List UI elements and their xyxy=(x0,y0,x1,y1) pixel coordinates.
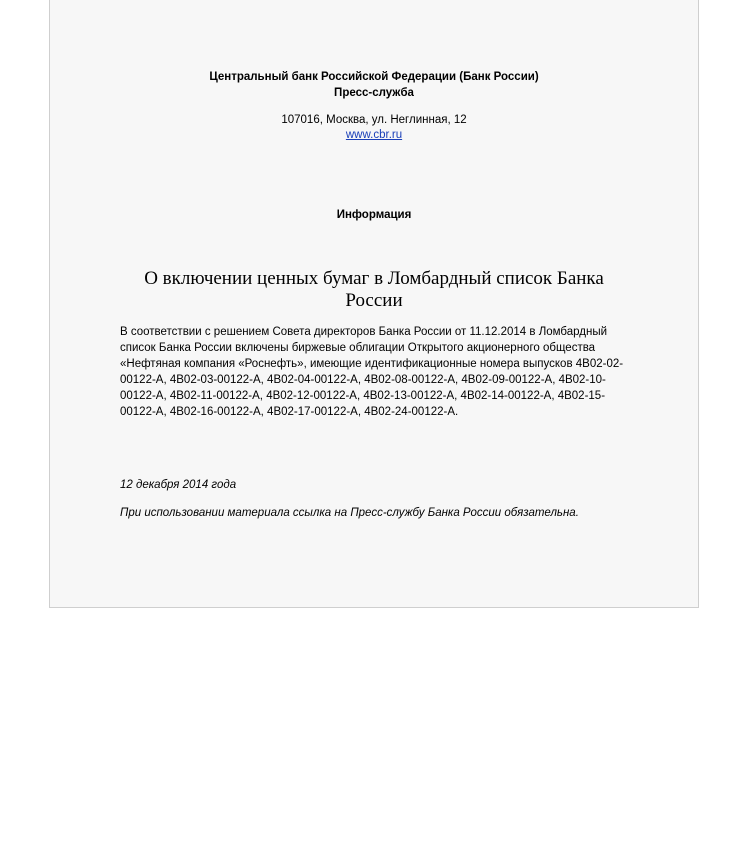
department-name: Пресс-служба xyxy=(334,87,414,99)
document-header xyxy=(50,69,698,101)
website-link[interactable]: www.cbr.ru xyxy=(345,129,403,141)
contact-block xyxy=(50,113,698,143)
document-page xyxy=(49,0,699,608)
copyright-notice: При использовании материала ссылка на Пресс-службу Банка России обязательна. xyxy=(120,507,579,519)
document-body: В соответствии с решением Совета директоров Банка России от 11.12.2014 в Ломбардный список Банка России включены биржевые облигации Открытого акционерного общества «Нефтяная компания «Роснефть», имеющие идентификационные номера выпусков 4B02-02-00122-A, 4B02-03-00122-A, 4B02-04-00122-A, 4B02-08-00122-A, 4B02-09-00122-A, 4B02-10-00122-A, 4B02-11-00122-A, 4B02-12-00122-A, 4B02-13-00122-A, 4B02-14-00122-A, 4B02-15-00122-A, 4B02-16-00122-A, 4B02-17-00122-A, 4B02-24-00122-A. xyxy=(120,326,624,418)
address-text: 107016, Москва, ул. Неглинная, 12 xyxy=(281,114,467,126)
info-label: Информация xyxy=(336,209,412,221)
document-date: 12 декабря 2014 года xyxy=(120,479,237,491)
document-title: О включении ценных бумаг в Ломбардный список Банка России xyxy=(144,268,604,311)
organization-name: Центральный банк Российской Федерации (Банк России) xyxy=(209,71,539,83)
